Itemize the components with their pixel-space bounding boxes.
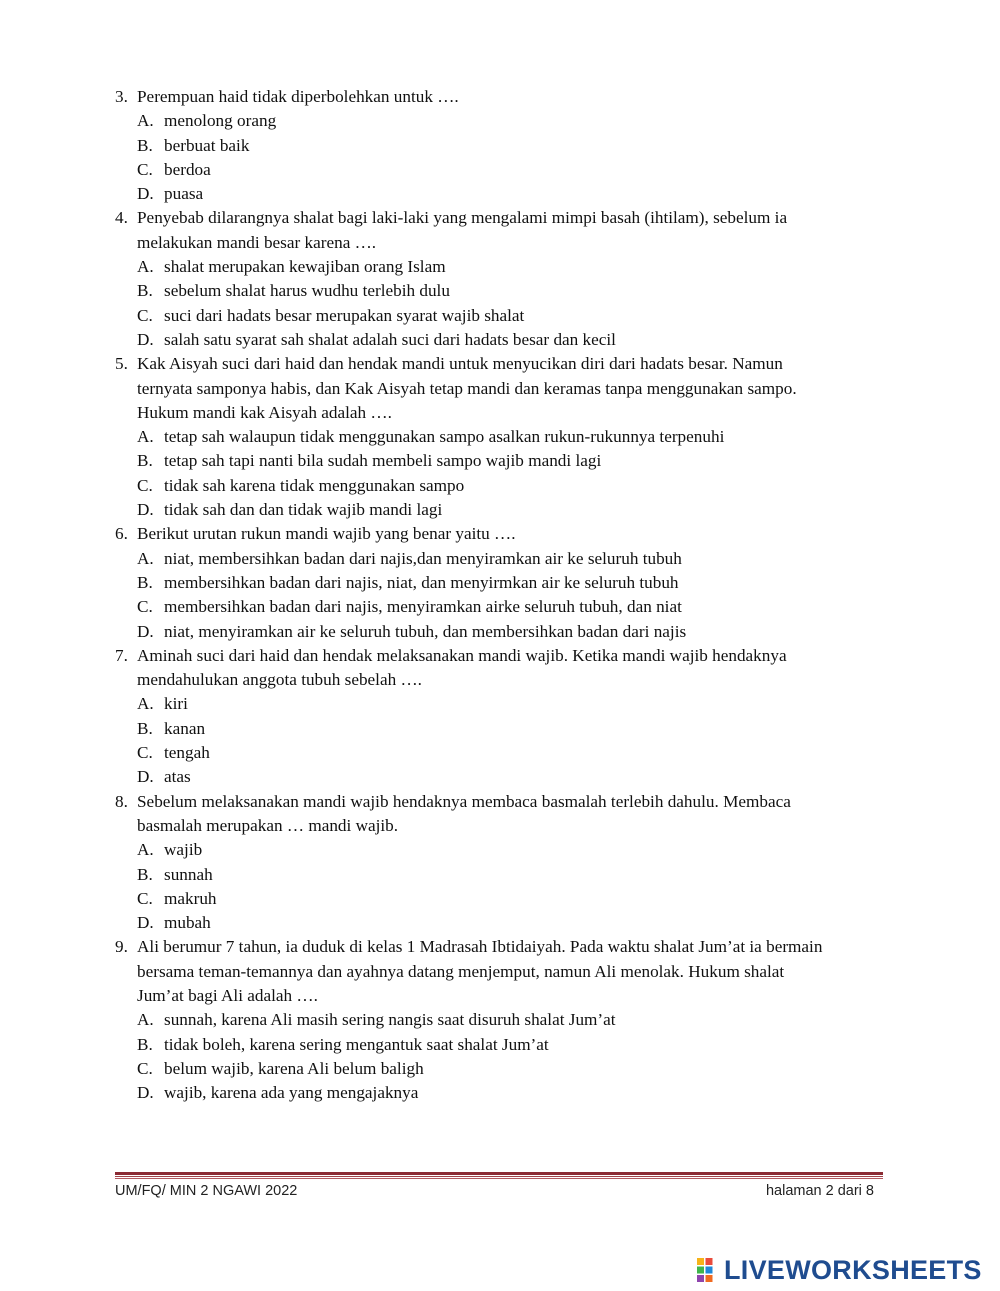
- answer-option[interactable]: [115, 765, 895, 789]
- answer-option-text: sebelum shalat harus wudhu terlebih dulu: [164, 281, 450, 301]
- question-number: 9.: [115, 937, 128, 957]
- answer-option-text: kanan: [164, 718, 206, 738]
- question-number: 4.: [115, 208, 128, 228]
- answer-option[interactable]: [115, 425, 895, 449]
- answer-option[interactable]: [115, 1057, 895, 1081]
- question-text: [137, 352, 895, 425]
- question-3: [115, 85, 895, 206]
- answer-option[interactable]: [115, 182, 895, 206]
- answer-option-letter: A.: [137, 257, 154, 277]
- question-text-line: Aminah suci dari haid dan hendak melaksanakan mandi wajib. Ketika mandi wajib hendaknya: [137, 645, 787, 665]
- answer-option-letter: C.: [137, 888, 153, 908]
- answer-option-text: niat, menyiramkan air ke seluruh tubuh, dan membersihkan badan dari najis: [164, 621, 687, 641]
- answer-option[interactable]: [115, 692, 895, 716]
- answer-option[interactable]: [115, 595, 895, 619]
- question-text-line: Hukum mandi kak Aisyah adalah ….: [137, 402, 392, 422]
- answer-option-letter: C.: [137, 159, 153, 179]
- answer-option-letter: D.: [137, 913, 154, 933]
- question-7: [115, 644, 895, 790]
- answer-option-text: sunnah: [164, 864, 213, 884]
- answer-option-letter: C.: [137, 475, 153, 495]
- question-text: [137, 790, 895, 839]
- answer-option-text: membersihkan badan dari najis, menyiramkan airke seluruh tubuh, dan niat: [164, 597, 682, 617]
- answer-option-text: berbuat baik: [164, 135, 250, 155]
- question-number: 7.: [115, 645, 128, 665]
- answer-option-text: tidak sah dan dan tidak wajib mandi lagi: [164, 500, 443, 520]
- answer-option-letter: C.: [137, 597, 153, 617]
- liveworksheets-wordmark: LIVEWORKSHEETS: [724, 1254, 982, 1285]
- answer-option[interactable]: [115, 571, 895, 595]
- answer-option[interactable]: [115, 109, 895, 133]
- answer-option[interactable]: [115, 1033, 895, 1057]
- answer-option-letter: D.: [137, 184, 154, 204]
- answer-option-text: belum wajib, karena Ali belum baligh: [164, 1058, 424, 1078]
- answer-option[interactable]: [115, 474, 895, 498]
- answer-option-text: wajib, karena ada yang mengajaknya: [164, 1083, 419, 1103]
- question-text-line: Penyebab dilarangnya shalat bagi laki-laki yang mengalami mimpi basah (ihtilam), sebelum ia: [137, 208, 788, 228]
- answer-option-text: suci dari hadats besar merupakan syarat wajib shalat: [164, 305, 525, 325]
- answer-option-text: tengah: [164, 743, 210, 763]
- answer-option-text: kiri: [164, 694, 188, 714]
- question-text-line: melakukan mandi besar karena ….: [137, 232, 377, 252]
- question-text: [137, 85, 895, 109]
- answer-option[interactable]: [115, 911, 895, 935]
- answer-option-letter: B.: [137, 451, 153, 471]
- answer-option[interactable]: [115, 1008, 895, 1032]
- answer-option-letter: D.: [137, 1083, 154, 1103]
- question-5: [115, 352, 895, 522]
- answer-option-text: atas: [164, 767, 191, 787]
- question-text-line: Perempuan haid tidak diperbolehkan untuk ….: [137, 87, 459, 106]
- answer-option-letter: B.: [137, 281, 153, 301]
- answer-option-text: sunnah, karena Ali masih sering nangis saat disuruh shalat Jum’at: [164, 1010, 616, 1030]
- question-text-line: Berikut urutan rukun mandi wajib yang benar yaitu ….: [137, 524, 516, 544]
- question-9: [115, 935, 895, 1105]
- answer-option[interactable]: [115, 717, 895, 741]
- answer-option[interactable]: [115, 620, 895, 644]
- answer-option[interactable]: [115, 134, 895, 158]
- liveworksheets-watermark[interactable]: [697, 1255, 982, 1285]
- question-text: [137, 935, 895, 1008]
- question-number: 5.: [115, 354, 128, 374]
- answer-option[interactable]: [115, 547, 895, 571]
- question-text-line: mendahulukan anggota tubuh sebelah ….: [137, 670, 422, 690]
- answer-option[interactable]: [115, 279, 895, 303]
- answer-option[interactable]: [115, 838, 895, 862]
- answer-option-letter: B.: [137, 572, 153, 592]
- answer-option-text: makruh: [164, 888, 217, 908]
- answer-option[interactable]: [115, 1081, 895, 1105]
- answer-option-letter: B.: [137, 135, 153, 155]
- answer-option-letter: B.: [137, 864, 153, 884]
- question-6: [115, 522, 895, 643]
- question-text-line: Ali berumur 7 tahun, ia duduk di kelas 1 Madrasah Ibtidaiyah. Pada waktu shalat Jum’at ia bermain: [137, 937, 823, 957]
- answer-option[interactable]: [115, 498, 895, 522]
- answer-option-text: niat, membersihkan badan dari najis,dan menyiramkan air ke seluruh tubuh: [164, 548, 682, 568]
- question-text-line: bersama teman-temannya dan ayahnya datang menjemput, namun Ali menolak. Hukum shalat: [137, 961, 785, 981]
- question-4: [115, 206, 895, 352]
- footer-divider: [115, 1172, 883, 1179]
- answer-option-letter: C.: [137, 305, 153, 325]
- footer-page-number: halaman 2 dari 8: [765, 1183, 874, 1199]
- answer-option-letter: D.: [137, 621, 154, 641]
- answer-option[interactable]: [115, 304, 895, 328]
- answer-option-text: menolong orang: [164, 111, 277, 131]
- answer-option-letter: D.: [137, 500, 154, 520]
- answer-option-letter: A.: [137, 694, 154, 714]
- footer-document-code: UM/FQ/ MIN 2 NGAWI 2022: [115, 1183, 298, 1199]
- answer-option-letter: C.: [137, 743, 153, 763]
- answer-option[interactable]: [115, 158, 895, 182]
- answer-option-text: tetap sah walaupun tidak menggunakan sampo asalkan rukun-rukunnya terpenuhi: [164, 427, 725, 447]
- question-text-line: Jum’at bagi Ali adalah ….: [137, 985, 318, 1005]
- answer-option[interactable]: [115, 887, 895, 911]
- question-text-line: basmalah merupakan … mandi wajib.: [137, 815, 399, 835]
- answer-option-text: salah satu syarat sah shalat adalah suci dari hadats besar dan kecil: [164, 329, 616, 349]
- answer-option-text: mubah: [164, 913, 211, 933]
- answer-option-letter: A.: [137, 111, 154, 131]
- question-text-line: ternyata samponya habis, dan Kak Aisyah tetap mandi dan keramas tanpa menggunakan sampo.: [137, 378, 797, 398]
- question-text: [137, 522, 895, 546]
- question-number: 6.: [115, 524, 128, 544]
- question-text: [137, 206, 895, 255]
- answer-option-text: puasa: [164, 184, 204, 204]
- question-text-line: Sebelum melaksanakan mandi wajib hendaknya membaca basmalah terlebih dahulu. Membaca: [137, 791, 791, 811]
- answer-option-text: berdoa: [164, 159, 211, 179]
- answer-option-letter: C.: [137, 1058, 153, 1078]
- answer-option[interactable]: [115, 449, 895, 473]
- liveworksheets-logo-icon: [697, 1258, 721, 1282]
- answer-option-letter: A.: [137, 1010, 154, 1030]
- answer-option-letter: A.: [137, 427, 154, 447]
- answer-option-text: wajib: [164, 840, 203, 860]
- answer-option-letter: B.: [137, 1034, 153, 1054]
- answer-option[interactable]: [115, 741, 895, 765]
- question-number: 3.: [115, 87, 128, 106]
- answer-option-letter: A.: [137, 840, 154, 860]
- answer-option-letter: D.: [137, 767, 154, 787]
- answer-option-text: tetap sah tapi nanti bila sudah membeli sampo wajib mandi lagi: [164, 451, 602, 471]
- question-number: 8.: [115, 791, 128, 811]
- answer-option-text: membersihkan badan dari najis, niat, dan menyirmkan air ke seluruh tubuh: [164, 572, 679, 592]
- answer-option-text: tidak sah karena tidak menggunakan sampo: [164, 475, 465, 495]
- answer-option-text: shalat merupakan kewajiban orang Islam: [164, 257, 446, 277]
- answer-option-text: tidak boleh, karena sering mengantuk saat shalat Jum’at: [164, 1034, 549, 1054]
- question-list: [115, 85, 895, 1105]
- answer-option-letter: D.: [137, 329, 154, 349]
- answer-option-letter: B.: [137, 718, 153, 738]
- question-8: [115, 790, 895, 936]
- answer-option[interactable]: [115, 255, 895, 279]
- question-text: [137, 644, 895, 693]
- answer-option-letter: A.: [137, 548, 154, 568]
- answer-option[interactable]: [115, 863, 895, 887]
- answer-option[interactable]: [115, 328, 895, 352]
- question-text-line: Kak Aisyah suci dari haid dan hendak mandi untuk menyucikan diri dari hadats besar. Namun: [137, 354, 783, 374]
